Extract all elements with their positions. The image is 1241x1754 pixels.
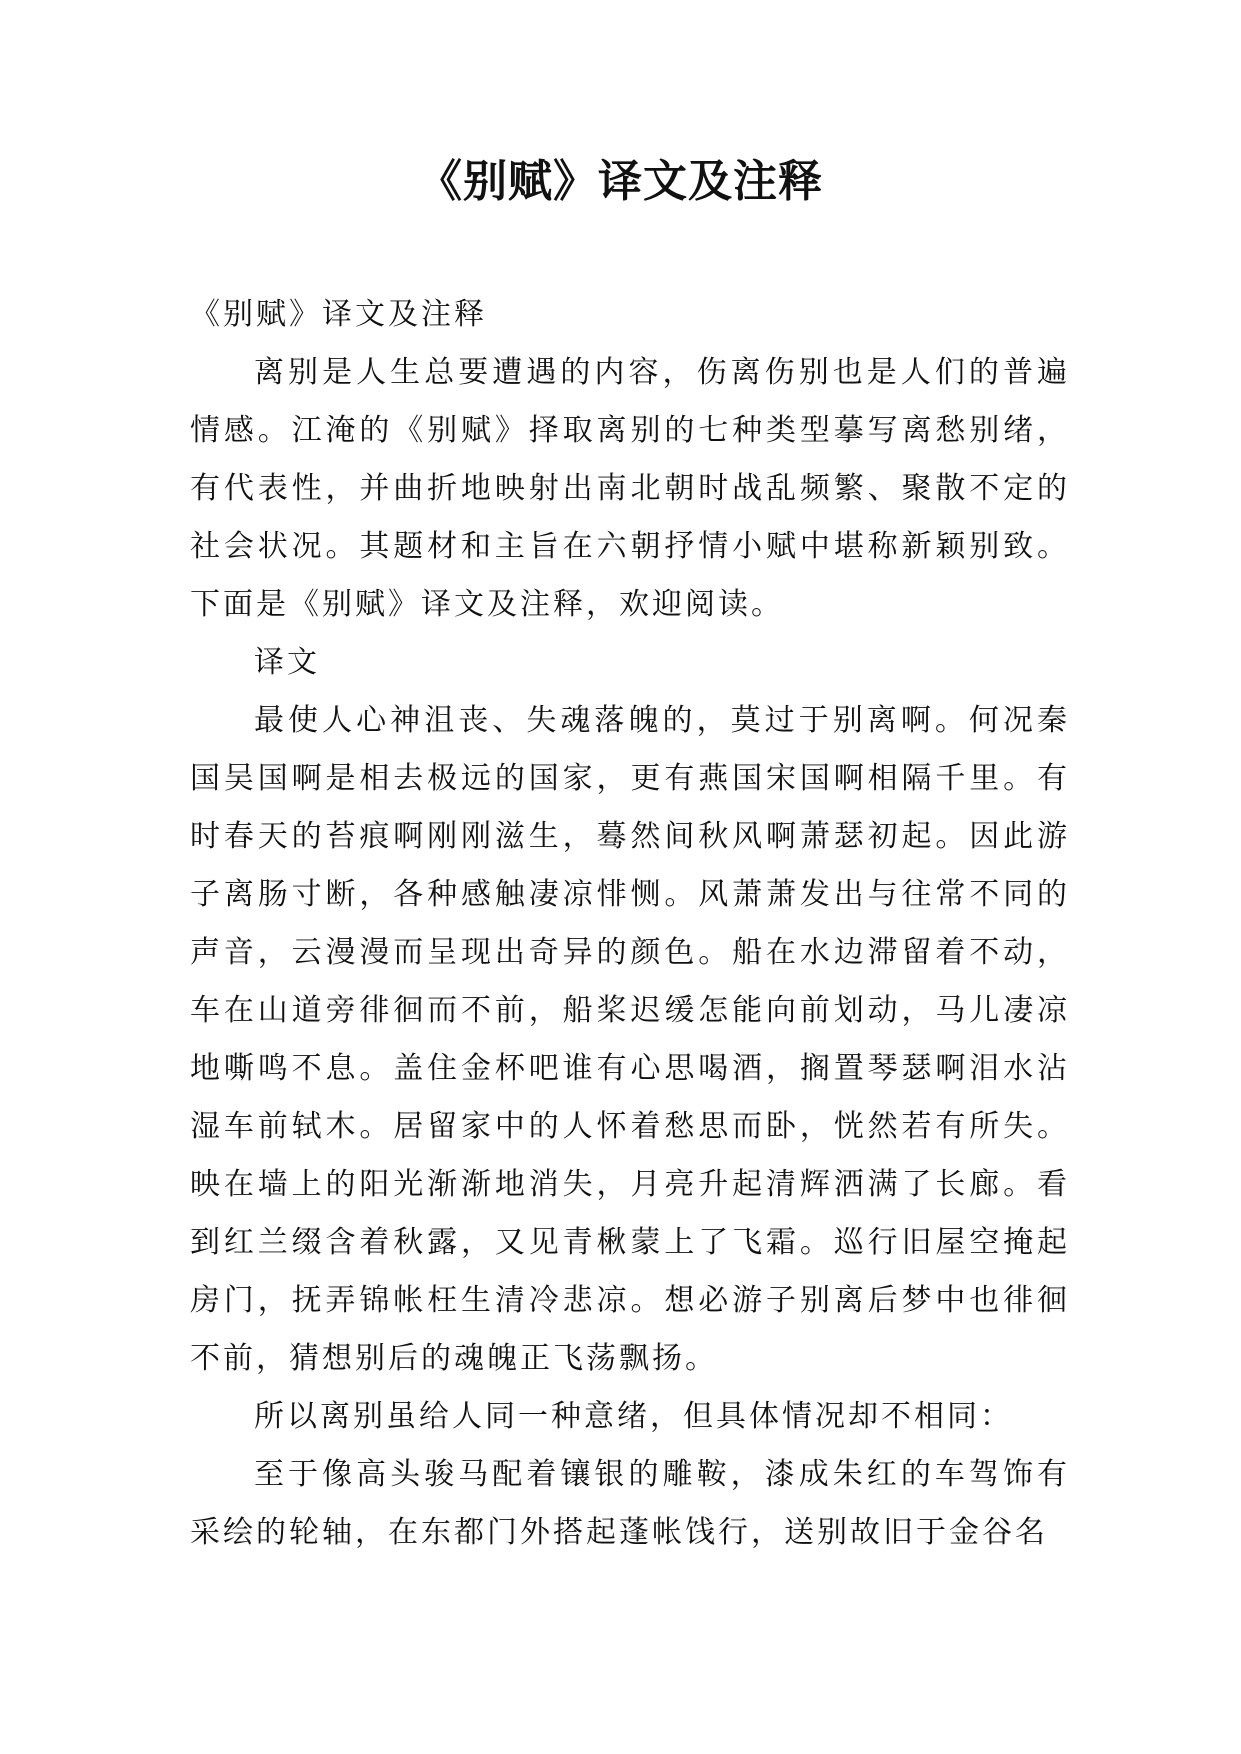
translation-heading: 译文 (254, 645, 320, 680)
translation-paragraph: 最使人心神沮丧、失魂落魄的，莫过于别离啊。何况秦国吴国啊是相去极远的国家，更有燕国宋国啊相隔千里。有时春天的苔痕啊刚刚滋生，蓦然间秋风啊萧瑟初起。因此游子离肠寸断，各种感触凄凉悱恻。风萧萧发出与往常不同的声音，云漫漫而呈现出奇异的颜色。船在水边滞留着不动，车在山道旁徘徊而不前，船桨迟缓怎能向前划动，马儿凄凉地嘶鸣不息。盖住金杯吧谁有心思喝酒，搁置琴瑟啊泪水沾湿车前轼木。居留家中的人怀着愁思而卧，恍然若有所失。映在墙上的阳光渐渐地消失，月亮升起清辉洒满了长廊。看到红兰缀含着秋露，又见青楸蒙上了飞霜。巡行旧屋空掩起房门，抚弄锦帐枉生清冷悲凉。想必游子别离后梦中也徘徊不前，猜想别后的魂魄正飞荡飘扬。 (190, 703, 1070, 1376)
translation-paragraph: 所以离别虽给人同一种意绪，但具体情况却不相同： (254, 1399, 1013, 1434)
translation-paragraph: 至于像高头骏马配着镶银的雕鞍，漆成朱红的车驾饰有采绘的轮轴，在东都门外搭起蓬帐饯行，送别故旧于金谷名 (190, 1457, 1070, 1550)
document-subtitle: 《别赋》译文及注释 (190, 297, 487, 332)
document-body (190, 286, 1070, 1562)
intro-paragraph: 离别是人生总要遭遇的内容，伤离伤别也是人们的普遍情感。江淹的《别赋》择取离别的七种类型摹写离愁别绪，有代表性，并曲折地映射出南北朝时战乱频繁、聚散不定的社会状况。其题材和主旨在六朝抒情小赋中堪称新颖别致。下面是《别赋》译文及注释，欢迎阅读。 (190, 355, 1070, 622)
document-title: 《别赋》译文及注释 (418, 156, 823, 207)
